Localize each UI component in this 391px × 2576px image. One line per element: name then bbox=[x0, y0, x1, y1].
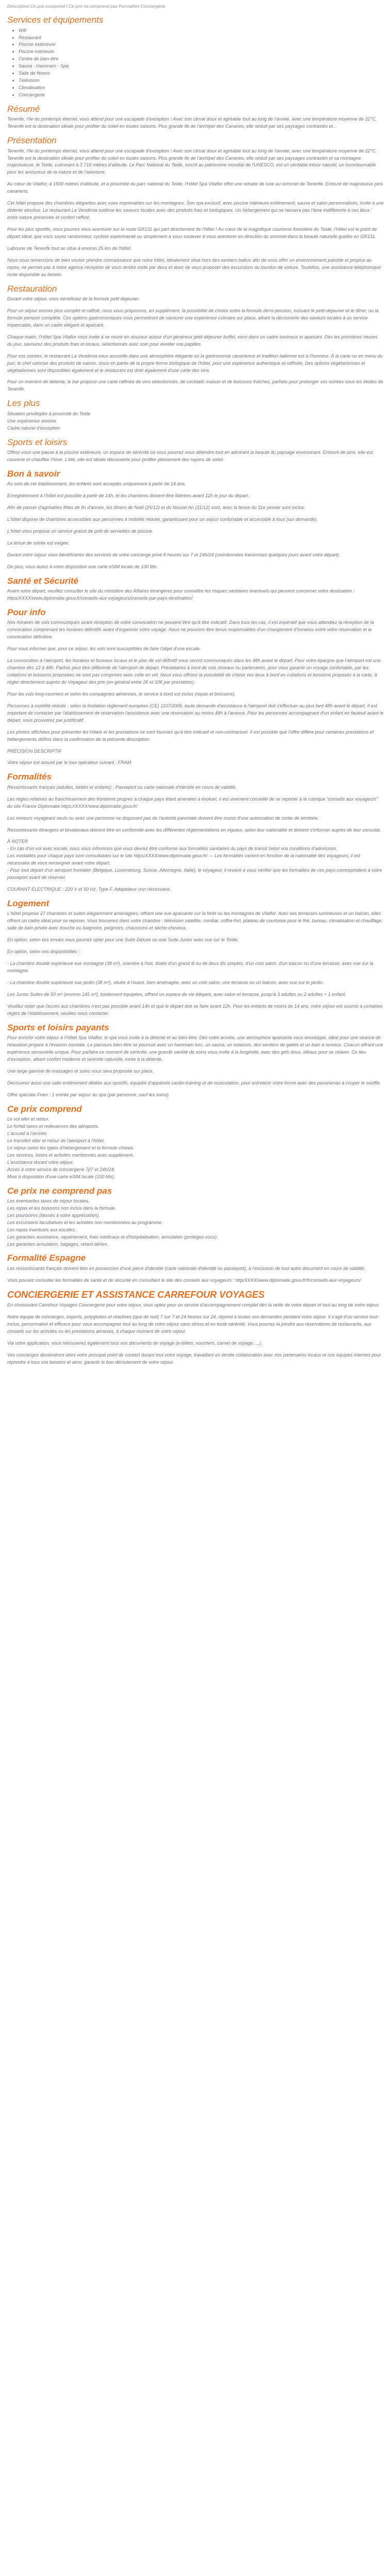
formalites-paragraph: À NOTER - En cas d'un vol avec escale, nous vous informons que vous devrez être conforme aux formalités sanitaires du pays de transit selon vos conditions d'admission. Les modalités pour chaque pays sont consultables sur le site https/XXXX/www.diplomatie.gouv.fr/ — Les formalités varient en fonction de la nationalité des voyageurs, il est nécessaire de vous renseigner avant votre départ. - Pour tout départ d'un aéroport frontalier (Belgique, Luxembourg, Suisse, Allemagne, Italie), le voyageur, il revient à vous vérifier que les formalités de ces pays correspondent à votre passeport avant de réserver. bbox=[7, 839, 382, 880]
heading-sports-payants: Sports et loisirs payants bbox=[7, 1022, 109, 1032]
heading-pour-info: Pour info bbox=[7, 607, 46, 617]
formalite-espagne-paragraph: Vous pouvez consulter les formalités de santé et de sécurité en consultant le site des conseils aux voyageurs : http/XXXX/www.diplomatie.gouv.fr/fr/conseils-aux-voyageurs/ bbox=[7, 1277, 361, 1283]
prix-exclu-item: Les pourboires (laissés à votre appréciation). bbox=[7, 1212, 100, 1218]
prix-ne-comprend-pas-list bbox=[7, 1198, 384, 1248]
heading-conciergerie: CONCIERGERIE ET ASSISTANCE CARREFOUR VOYAGES bbox=[7, 1289, 265, 1300]
pour-info-paragraph: Les photos affichées pour présenter les hôtels et les prestations ne sont fournies qu'à titre indicatif et non-contractuel. Il est possible que l'offre diffère pour certaines prestations et hébergements définis dans la confirmation de la présente description. bbox=[7, 729, 374, 742]
sports-payants-paragraph: Découvrez aussi une salle entièrement dédiée aux sportifs, équipée d'appareils cardio-training et de musculation, pour entretenir votre forme avec des panoramas à couper le souffle. bbox=[7, 1080, 381, 1086]
breadcrumb: Description Ce prix comprend / Ce prix ne comprend pas Formalités Conciergerie bbox=[7, 4, 166, 9]
prix-comprend-item: Le forfait taxes et redevances des aéroports. bbox=[7, 1124, 100, 1129]
logement-paragraph: L'hôtel propose 27 chambres et suites élégamment aménagées, offrant une vue apaisante sur la forêt ou les montagnes de Vilaflor. Avec ses terrasses lumineuses et un balcon, elles offrent un cadre idéal pour se reposer. Vous trouverez dans votre chambre : télévision satellite, minibar, coffre-fort, plateau de courtoisie pour le thé, bureau, climatisation et chauffage, salle de bain privée avec douche ou baignoire, peignoirs, chaussons et sèche-cheveux. bbox=[7, 911, 383, 931]
presentation-paragraph: Au cœur de Vilaflor, à 1500 mètres d'altitude, et à proximité du parc national du Teide, l'Hôtel Spa Vilaflor offre une retraite de luxe au sommet de Tenerife. Entouré de majestueux pins canariens. bbox=[7, 181, 383, 194]
prix-comprend-item: Les services, loisirs et activités mentionnés avec supplément. bbox=[7, 1152, 134, 1158]
logement-paragraph: Veuillez noter que l'accès aux chambres n'est pas possible avant 14h et que le départ doit se faire avant 12h. Pour les enfants de moins de 14 ans, votre séjour est soumis à certaines règles de l'établissement, veuillez nous contacter. bbox=[7, 1003, 383, 1016]
amenity-item: • Wifi bbox=[19, 27, 384, 35]
prix-comprend-list bbox=[7, 1116, 384, 1180]
sante-paragraph: Avant votre départ, veuillez consulter le site du ministère des Affaires étrangères pour connaître les risques sanitaires éventuels qui peuvent concerner votre destination : https/XXXX/www.diplomatie.gouv.fr/conseils-aux-voyageurs/conseils-par-pays-destination/ bbox=[7, 588, 355, 601]
resume-text: Tenerife, l'île du printemps éternel, vous attend pour une escapade d'exception ! Avec son climat doux et agréable tout au long de l'année, avec une température moyenne de 22°C, Tenerife est la destination idéale pour profiter du soleil en toutes saisons. Plus grande île de l'archipel des Canaries, elle séduit par ses paysages contrastés et... bbox=[7, 116, 377, 129]
formalite-espagne-paragraph: Les ressortissants français doivent être en possession d'une pièce d'identité (carte nationale d'identité ou passeport), à l'exclusion de tout autre document en cours de validité. bbox=[7, 1265, 366, 1271]
pour-info-paragraph: Personnes à mobilité réduite : selon la limitation règlement européen (CE) 1107/2006, toute demande d'assistance à l'aéroport doit s'effectuer au plus tard 48h avant le départ. Il est important de contacter par l'établissement de réservation l'assistance avec une réservation au moins 48h à l'avance. Pour les personnes accompagnant d'un enfant en fauteuil avant le départ, vous prouverez par justificatif. bbox=[7, 703, 384, 723]
logement-paragraph: En option, selon vos envies vous pourrez opter pour une Suite Deluxe ou une Suite Junior avec vue sur le Teide. bbox=[7, 937, 239, 943]
les-plus-item: Une expérience sereine bbox=[7, 418, 57, 423]
prix-comprend-item: Le transfert aller et retour de l'aéroport à l'hôtel. bbox=[7, 1138, 105, 1143]
sports-payants-paragraph: Offre spéciale Fram : 1 entrée par séjour au spa (par personne, sauf les soins). bbox=[7, 1092, 170, 1097]
heading-sports-loisirs: Sports et loisirs bbox=[7, 437, 68, 447]
restauration-paragraph: Durant votre séjour, vous bénéficiez de la formule petit déjeuner. bbox=[7, 296, 140, 302]
heading-formalite-espagne: Formalité Espagne bbox=[7, 1253, 86, 1263]
logement-paragraph: Les Junior Suites de 50 m² (environ 145 m²), totalement équipées, offrent un espace de vie élégant, avec salon et terrasse, jusqu'à 3 adultes ou 2 adultes + 1 enfant. bbox=[7, 991, 346, 997]
amenity-item: • Piscine intérieure bbox=[19, 48, 384, 56]
bon-a-savoir-paragraph: L'hôtel dispose de chambres accessibles aux personnes à mobilité réduite, garantissant pour un séjour confortable et accessible à tous (sur demande). bbox=[7, 517, 318, 522]
prix-exclu-item: Les repas et les boissons non inclus dans la formule. bbox=[7, 1205, 117, 1211]
presentation-paragraph: Nous vous remercions de bien vouloir prendre connaissance que notre hôtel, idéalement situé hors des sentiers battus afin de vous offrir un environnement paisible et propice au repos, ne permet pas à notre agence réception de vous rendre visite par deux et donc de vous proposer des excursions au lourdon de voiture. Toutefois, une assistance téléphonique reste disponible au besoin. bbox=[7, 257, 381, 277]
restauration-paragraph: Pour un moment de détente, le bar propose une carte raffinée de vins sélectionnés, de cocktails maison et de boissons fraîches, parfaits pour prolonger vos soirées sous les étoiles de Tenerife. bbox=[7, 379, 383, 392]
amenity-item: • Sauna - Hammam - Spa bbox=[19, 63, 384, 70]
logement-paragraph: - La chambre double supérieure vue montagne (38 m²), orientée à l'est, dotée d'un grand lit ou de deux lits simples, d'un coin salon, d'un balcon ou d'une terrasse, avec vue sur la montagne. bbox=[7, 961, 373, 974]
restauration-paragraph: Pour vos soirées, le restaurant La Vendimia vous accueille dans une atmosphère élégante où la gastronomie canarienne et tradition italienne est à l'honneur. À la carte ou en menu du jour, le chef valorise des produits de saison, issus en partie de la propre ferme biologique de l'hôtel, pour une expérience authentique et raffinée. Des options végétariennes et végétaliennes sont disponibles également et le restaurant est doté également d'une carte des vins. bbox=[7, 353, 383, 373]
prix-comprend-item: L'assistance durant votre séjour. bbox=[7, 1159, 74, 1165]
prix-exclu-item: Les repas éventuels aux escales. bbox=[7, 1227, 76, 1232]
pour-info-paragraph: La convocation à l'aéroport, les horaires et bureaux locaux et le plan de vol définitif vous seront communiqués dans les 48h avant le départ. Pour votre épargne que l'aéroport est une chambre des 12 à 48h. Parfois peut être différente de l'aéroport de départ. Prestataires à bord de vols réseaux ou partenaires, pour vous garantir un voyage confortable, par les collations et boissons proposées ne sont pas comprises avec celle en vol. Nous vous offrons la possibilité de choisir vos lieux à bord en collations et boissons proposés à la carte, à régler directement auprès du Voyageur des prix (en général entre 2€ et 10€ par prestation). bbox=[7, 658, 381, 685]
formalites-paragraph: Ressortissants étrangers et binationaux doivent être en conformité avec les différentes réglementations en vigueur, selon leur nationalité et doivent s'informer auprès de leur consulat. bbox=[7, 827, 381, 833]
restauration-paragraph: Pour un séjour encore plus complet et raffiné, nous vous proposons, en supplément, la possibilité de choisir entre la formule demi-pension, incluant le petit-déjeuner et le dîner, ou la formule pension complète. Ces options gastronomiques vous permettront de savourer une expérience culinaire sur place, alliant la découverte des saveurs locales à un service impeccable, dans un cadre élégant et apaisant. bbox=[7, 308, 379, 328]
amenity-item: • Centre de bien-être bbox=[19, 56, 384, 63]
heading-prix-comprend: Ce prix comprend bbox=[7, 1104, 82, 1114]
pour-info-subheading: PRÉCISION DESCRIPTIF bbox=[7, 748, 62, 754]
amenities-list bbox=[7, 27, 384, 99]
prix-exclu-item: Les éventuelles taxes de séjour locales. bbox=[7, 1198, 90, 1204]
prix-comprend-item: Le séjour selon les types d'hébergement et la formule choisis. bbox=[7, 1145, 134, 1150]
bon-a-savoir-paragraph: De plus, vous aurez à votre disposition une carte eSIM locale de 100 Mo. bbox=[7, 564, 158, 569]
formalites-paragraph: Ressortissants français (adultes, bébés et enfants) : Passeport ou carte nationale d'identité en cours de validité. bbox=[7, 784, 237, 790]
prix-comprend-item: Le vol aller et retour. bbox=[7, 1116, 50, 1122]
prix-comprend-item: Accès à votre service de conciergerie 7j/7 et 24h/24. bbox=[7, 1166, 116, 1172]
amenity-item: • Salle de fitness bbox=[19, 70, 384, 77]
heading-formalites: Formalités bbox=[7, 772, 52, 782]
pour-info-paragraph: Votre séjour est assuré par le tour opérateur suivant : FRAM bbox=[7, 760, 132, 766]
presentation-paragraph: Pour les plus sportifs, vous pourrez vous aventurer sur la route GR131 qui part directement de l'hôtel ! Au cœur de la magnifique couronne forestière du Teide, l'Hôtel est le point de départ idéal, que vous soyez randonneur, cycliste expérimenté ou simplement à vous soulever à vous aventurer en direction du sommet dans la beauté naturelle guidée en GR131. bbox=[7, 227, 377, 239]
sports-payants-paragraph: Pour enrichir votre séjour à l'Hôtel Spa Vilaflor, le spa vous invite à la détente et au bien-être. Dès votre arrivée, une atmosphère apaisante vous enveloppe, idéal pour une séance de relaxation propice à l'évasion mentale. Le parcours bien-être se poursuit avec un hammam turc, un sauna, un solarium, des sentiers de galets et un bain à remous. Chacun offrant une expérience sensorielle unique. Pour parfaire ce moment de sérénité, une grande variété de soins vous invite à la longévité, avec des gels doux, idéaux pour se relaxer. Ce lieu d'exception, alliant confort moderne et sérénité naturelle, invite à la détente. bbox=[7, 1035, 383, 1062]
amenity-item: • Télévision bbox=[19, 77, 384, 84]
heading-logement: Logement bbox=[7, 899, 50, 909]
prix-exclu-item: Les garanties annulation, bagages, retard aérien. bbox=[7, 1241, 109, 1247]
restauration-paragraph: Chaque matin, l'Hôtel Spa Vilaflor vous invite à se réunir en douceur autour d'un généreux petit-déjeuner buffet, servi dans un cadre lumineux et apaisant. Dès les premières heures du jour, savourez des produits frais et locaux, sélectionnés avec soin pour éveiller vos papilles. bbox=[7, 334, 378, 347]
amenity-item: • Restaurant bbox=[19, 35, 384, 42]
les-plus-item: Cadre naturel d'exception bbox=[7, 425, 60, 431]
heading-restauration: Restauration bbox=[7, 283, 57, 294]
bon-a-savoir-paragraph: L'hôtel vous propose un service gratuit de prêt de serviettes de piscine. bbox=[7, 528, 154, 534]
formalites-paragraph: Les règles relatives au franchissement des frontières propres à chaque pays étant amenées à évoluer, il est vivement conseillé de se reporter à la rubrique "conseils aux voyageurs" du site France Diplomatie.https://XXXX/www.diplomatie.gouv.fr/ bbox=[7, 796, 378, 809]
conciergerie-paragraph: Vos concierges deviendront alors votre principal point de contact durant tout votre voyage, travaillant en étroite collaboration avec nos partenaires locaux et nos équipes internes pour répondre à tous vos besoins et ainsi, garantir le bon déroulement de votre séjour. bbox=[7, 1352, 381, 1365]
les-plus-list bbox=[7, 411, 384, 432]
prix-comprend-item: Mise à disposition d'une carte eSIM locale (100 Mo). bbox=[7, 1174, 115, 1179]
prix-comprend-item: L'accueil à l'arrivée. bbox=[7, 1130, 48, 1136]
heading-services: Services et équipements bbox=[7, 15, 104, 25]
conciergerie-paragraph: Notre équipe de concierges, experts, polyglottes et réactives (que de nuit) 7 sur 7 et 24 heures sur 24, répond à toutes vos demandes pendant votre séjour. Il s'agit d'un service tout-inclus, personnalisé et efficace pour vous accompagner tout au long de votre séjour sans stress et en toute sérénité. Vous pourrez la joindre aux réservations de restaurants, aux conseils sur les activités ou les prestations annexes, à chaque moment de votre séjour. bbox=[7, 1314, 379, 1334]
formalites-paragraph: Les mineurs voyageant seuls ou avec une personne ne disposant pas de l'autorité parentale doivent être munis d'une autorisation de sortie de territoire. bbox=[7, 815, 319, 821]
pour-info-paragraph: Pour les vols long-courriers et selon les compagnies aériennes, le service à bord est inclus (repas et boissons). bbox=[7, 691, 236, 697]
bon-a-savoir-paragraph: La tenue de soirée est exigée. bbox=[7, 540, 70, 546]
amenity-item: • Climatisation bbox=[19, 84, 384, 92]
logement-paragraph: En option, selon vos disponibilités : bbox=[7, 949, 80, 955]
bon-a-savoir-paragraph: Afin de passer d'agréables fêtes de fin d'année, les dîners de Noël (25/12) et du Nouvel An (31/12) sont, avec la tenue du 31e janvier sont inclus. bbox=[7, 505, 305, 511]
les-plus-item: Situation privilégiée à proximité du Teide bbox=[7, 411, 91, 416]
presentation-paragraph: Tenerife, l'île du printemps éternel, vous attend pour une escapade d'exception ! Avec son climat doux et agréable tout au long de l'année, avec une température moyenne de 22°C, Tenerife est la destination idéale pour profiter du soleil en toutes saisons. Plus grande île de l'archipel des Canaries, elle séduit par ses paysages contrastés et sa montagne majestueuse, le Teide, culminant à 3 718 mètres d'altitude. Le Parc National du Teide, inscrit au patrimoine mondial de l'UNESCO, est un véritable trésor naturel, un incontournable pour les amoureux de la nature et de l'aventure. bbox=[7, 148, 377, 175]
conciergerie-paragraph: En choisissant Carrefour Voyages Conciergerie pour votre séjour, vous optez pour un service d'accompagnement complet dès la veille de votre départ et tout au long de votre séjour. bbox=[7, 1302, 380, 1308]
heading-sante-securite: Santé et Sécurité bbox=[7, 575, 78, 586]
bon-a-savoir-paragraph: Au sein de cet établissement, les enfants sont acceptés uniquement à partir de 14 ans. bbox=[7, 481, 186, 487]
sports-paragraph: Offrez-vous une pause à la piscine extérieure, un espace de sérénité où vous pourrez vous détendre tout en admirant la beauté du paysage environnant. Entouré de pins, elle est couverte et chauffée l'hiver. L'été, elle est idéale découverte pour profiter pleinement des rayons de soleil. bbox=[7, 449, 373, 462]
heading-presentation: Présentation bbox=[7, 135, 57, 146]
amenity-item: • Piscine extérieure bbox=[19, 41, 384, 48]
logement-paragraph: - La chambre double supérieure vue jardin (38 m²), située à l'ouest, bien aménagée, avec un coin salon, une terrasse ou un balcon, avec vue sur le jardin. bbox=[7, 979, 324, 985]
heading-prix-ne-comprend-pas: Ce prix ne comprend pas bbox=[7, 1185, 112, 1196]
heading-les-plus: Les plus bbox=[7, 398, 40, 409]
presentation-paragraph: Labourer de Tenerife tout se situe à environ 25 km de l'hôtel. bbox=[7, 245, 132, 251]
heading-resume: Résumé bbox=[7, 104, 40, 114]
formalites-paragraph: COURANT ÉLECTRIQUE : 220 V et 50 Hz. Type F. Adaptateur non nécessaire. bbox=[7, 887, 171, 892]
amenity-item: • Conciergerie bbox=[19, 92, 384, 99]
bon-a-savoir-paragraph: Durant votre séjour vous bénéficierez des services de votre concierge privé 8 heures sur 7 et 24h/24 (coordonnées transmises quelques jours avant votre départ). bbox=[7, 552, 340, 557]
conciergerie-paragraph: Via votre application, vous retrouverez également tous vos documents de voyage (e-billets, vouchers, carnet de voyage, ...). bbox=[7, 1341, 263, 1346]
heading-bon-a-savoir: Bon à savoir bbox=[7, 468, 60, 479]
bon-a-savoir-paragraph: Enregistrement à l'hôtel est possible à partir de 14h, et les chambres doivent être libérées avant 12h le jour du départ. bbox=[7, 493, 249, 499]
sports-payants-paragraph: Une large gamme de massages et soins vous sera proposée sur place. bbox=[7, 1068, 154, 1074]
prix-exclu-item: Les garanties assistance, rapatriement, frais médicaux et d'hospitalisation, annulation (protégez-vous). bbox=[7, 1234, 218, 1240]
presentation-paragraph: Cet hôtel propose des chambres élégantes avec vues imprenables sur les montagnes. Son spa exclusif, avec piscine intérieure entièrement, sauna et salon personnalisés, invite à une détente absolue. Le restaurant La Vendimia sublime les saveurs locales avec des produits frais et biologiques. Un hébergement qui ne laissera pas l'âme indifférente à ces lieux : entre nature préservée et confort raffiné. bbox=[7, 200, 384, 221]
pour-info-paragraph: Nos horaires de vols communiqués avant réception de votre convocation ne peuvent être qu'à titre indicatif. Dans tous les cas, il est impératif que vous attendiez la réception de la convocation comprenant les horaires définitifs avant d'organiser votre voyage. Nous ne pouvons être tenus responsables d'un changement d'horaires entre votre réservation et la convocation définitive. bbox=[7, 620, 374, 640]
pour-info-paragraph: Pour vous informer que, pour ce séjour, les vols sont susceptibles de faire l'objet d'une escale. bbox=[7, 646, 201, 652]
prix-exclu-item: Les excursions facultatives et les activités non mentionnées au programme. bbox=[7, 1219, 163, 1225]
